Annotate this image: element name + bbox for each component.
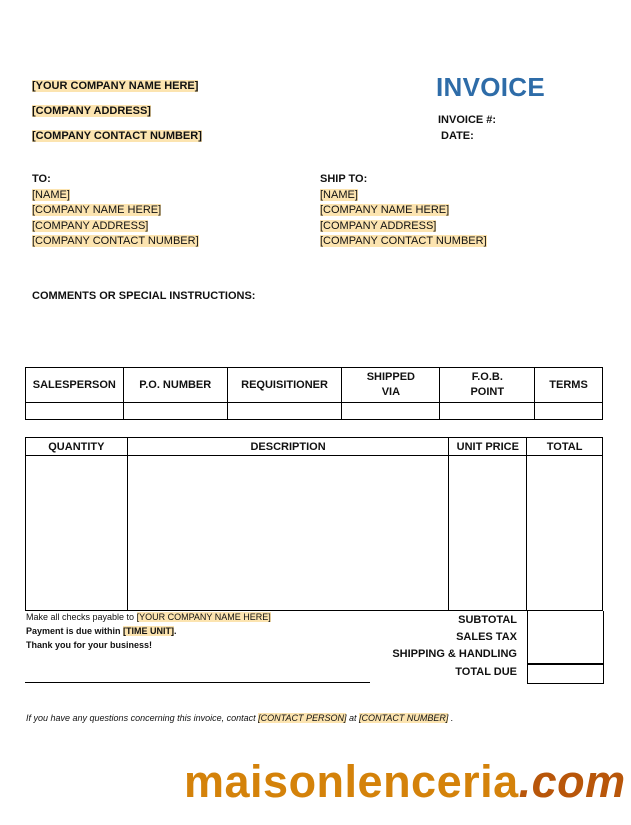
ship-to-address: [COMPANY ADDRESS] — [320, 219, 437, 232]
subtotal-label: SUBTOTAL — [458, 614, 517, 626]
ship-to-contact: [COMPANY CONTACT NUMBER] — [320, 235, 487, 248]
shipping-handling-label: SHIPPING & HANDLING — [392, 648, 517, 660]
bill-to-company: [COMPANY NAME HERE] — [32, 204, 162, 217]
fob-point-header: F.O.B. POINT — [440, 368, 535, 403]
line-items-table — [25, 437, 603, 611]
payment-suffix: . — [174, 626, 177, 636]
terms-value[interactable] — [535, 403, 603, 420]
signature-line — [25, 682, 370, 683]
total-cell[interactable] — [527, 456, 603, 611]
company-address-text: [COMPANY ADDRESS] — [32, 105, 151, 117]
invoice-number-label: INVOICE #: — [438, 114, 497, 126]
quantity-header: QUANTITY — [26, 438, 128, 456]
ship-to-label: SHIP TO: — [320, 173, 368, 185]
requisitioner-value[interactable] — [227, 403, 341, 420]
shipped-via-header: SHIPPED VIA — [342, 368, 440, 403]
contact-number: [CONTACT NUMBER] — [359, 713, 449, 723]
description-cell[interactable] — [127, 456, 449, 611]
shipped-via-value[interactable] — [342, 403, 440, 420]
watermark-main: maisonlenceria — [184, 756, 519, 807]
sales-tax-label: SALES TAX — [456, 631, 517, 643]
ship-to-company: [COMPANY NAME HERE] — [320, 204, 450, 217]
order-info-table — [25, 367, 603, 420]
line-items-header-row — [26, 438, 603, 456]
payment-due-note — [26, 626, 177, 636]
quantity-cell[interactable] — [26, 456, 128, 611]
contact-middle: at — [346, 713, 359, 723]
description-header: DESCRIPTION — [127, 438, 449, 456]
company-name — [32, 79, 198, 93]
contact-suffix: . — [448, 713, 454, 723]
total-due-box[interactable] — [527, 664, 604, 684]
requisitioner-header: REQUISITIONER — [227, 368, 341, 403]
bill-to-contact: [COMPANY CONTACT NUMBER] — [32, 235, 199, 248]
po-number-header: P.O. NUMBER — [123, 368, 227, 403]
total-due-label: TOTAL DUE — [455, 666, 517, 678]
checks-prefix: Make all checks payable to — [26, 612, 137, 622]
order-info-value-row — [26, 403, 603, 420]
payment-prefix: Payment is due within — [26, 626, 124, 636]
company-contact-text: [COMPANY CONTACT NUMBER] — [32, 130, 202, 142]
invoice-title: INVOICE — [436, 72, 546, 102]
line-items-body-row — [26, 456, 603, 611]
order-info-header-row — [26, 368, 603, 403]
bill-to-address: [COMPANY ADDRESS] — [32, 219, 149, 232]
unit-price-cell[interactable] — [449, 456, 527, 611]
date-label: DATE: — [441, 130, 474, 142]
salesperson-header: SALESPERSON — [26, 368, 124, 403]
contact-line — [26, 713, 453, 723]
ship-to-name: [NAME] — [320, 188, 358, 201]
company-contact — [32, 129, 202, 143]
po-number-value[interactable] — [123, 403, 227, 420]
contact-person: [CONTACT PERSON] — [258, 713, 347, 723]
company-address — [32, 104, 151, 118]
total-header: TOTAL — [527, 438, 603, 456]
watermark — [184, 756, 626, 808]
bill-to-name: [NAME] — [32, 188, 70, 201]
comments-label: COMMENTS OR SPECIAL INSTRUCTIONS: — [32, 290, 256, 302]
subtotal-values-box[interactable] — [527, 611, 604, 664]
contact-prefix: If you have any questions concerning this invoice, contact — [26, 713, 259, 723]
checks-payable-note — [26, 612, 271, 622]
bill-to-label: TO: — [32, 173, 51, 185]
watermark-tld: .com — [518, 756, 626, 807]
company-name-text: [YOUR COMPANY NAME HERE] — [32, 80, 199, 92]
payment-unit: [TIME UNIT] — [123, 626, 175, 636]
bill-to-block — [32, 172, 199, 250]
thank-you-note: Thank you for your business! — [26, 640, 153, 650]
terms-header: TERMS — [535, 368, 603, 403]
fob-point-value[interactable] — [440, 403, 535, 420]
checks-company: [YOUR COMPANY NAME HERE] — [136, 612, 271, 622]
unit-price-header: UNIT PRICE — [449, 438, 527, 456]
salesperson-value[interactable] — [26, 403, 124, 420]
ship-to-block — [320, 172, 487, 250]
